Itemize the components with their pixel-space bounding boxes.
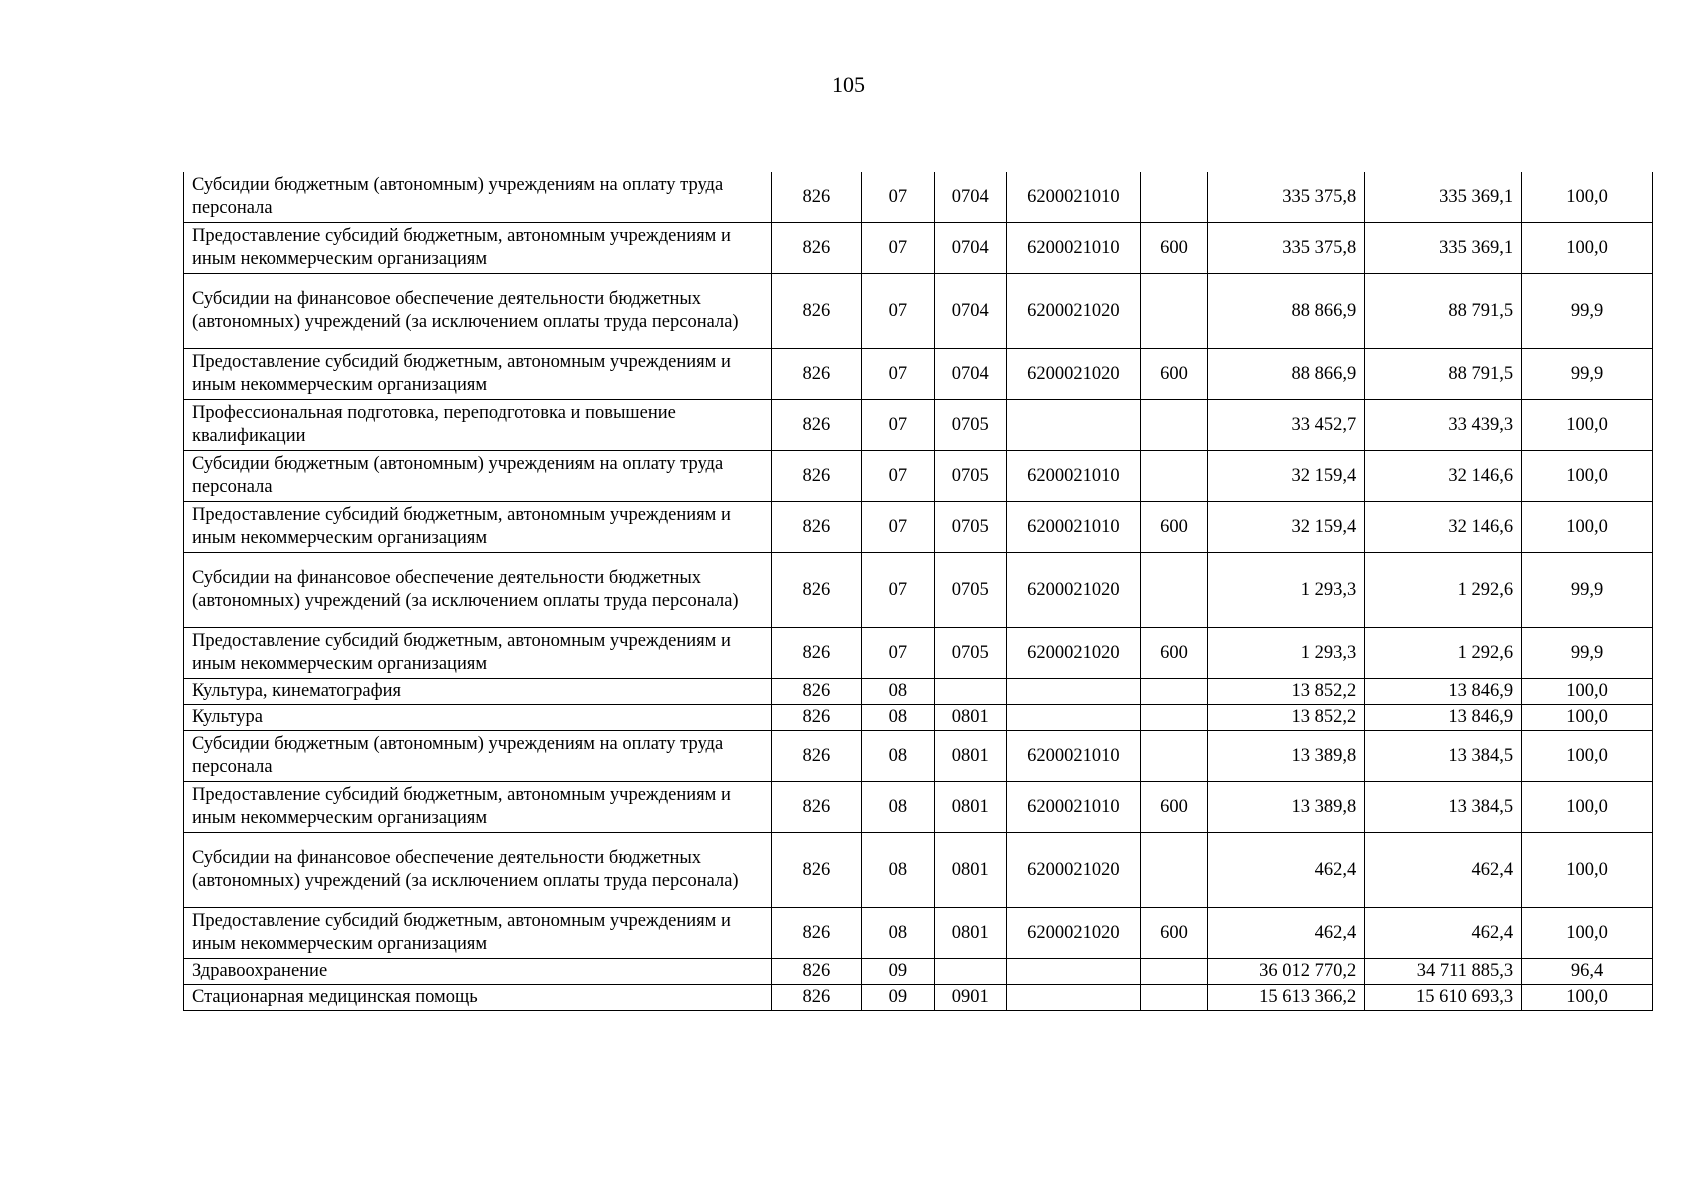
cell-target-article: 6200021010 <box>1007 451 1141 502</box>
cell-section: 07 <box>862 400 934 451</box>
cell-name: Субсидии на финансовое обеспечение деятельности бюджетных (автономных) учреждений (за исключением оплаты труда персонала) <box>184 833 772 908</box>
cell-section: 07 <box>862 553 934 628</box>
cell-percent: 100,0 <box>1522 502 1653 553</box>
table-row <box>184 731 1653 782</box>
cell-name: Субсидии бюджетным (автономным) учреждениям на оплату труда персонала <box>184 172 772 223</box>
cell-planned: 335 375,8 <box>1208 223 1365 274</box>
cell-ministry-code: 826 <box>771 400 862 451</box>
cell-subsection: 0705 <box>934 451 1006 502</box>
cell-target-article: 6200021020 <box>1007 274 1141 349</box>
cell-actual: 88 791,5 <box>1365 349 1522 400</box>
cell-percent: 100,0 <box>1522 679 1653 705</box>
cell-actual: 462,4 <box>1365 833 1522 908</box>
cell-actual: 1 292,6 <box>1365 553 1522 628</box>
cell-expense-type: 600 <box>1140 349 1207 400</box>
cell-planned: 36 012 770,2 <box>1208 959 1365 985</box>
cell-planned: 13 852,2 <box>1208 705 1365 731</box>
cell-subsection: 0901 <box>934 985 1006 1011</box>
cell-target-article <box>1007 985 1141 1011</box>
cell-name: Субсидии на финансовое обеспечение деятельности бюджетных (автономных) учреждений (за исключением оплаты труда персонала) <box>184 274 772 349</box>
cell-name: Предоставление субсидий бюджетным, автономным учреждениям и иным некоммерческим организациям <box>184 782 772 833</box>
cell-planned: 1 293,3 <box>1208 553 1365 628</box>
cell-planned: 1 293,3 <box>1208 628 1365 679</box>
cell-subsection: 0705 <box>934 553 1006 628</box>
cell-planned: 32 159,4 <box>1208 502 1365 553</box>
cell-target-article: 6200021020 <box>1007 553 1141 628</box>
table-row <box>184 959 1653 985</box>
cell-planned: 13 852,2 <box>1208 679 1365 705</box>
cell-expense-type <box>1140 731 1207 782</box>
table-row <box>184 451 1653 502</box>
cell-section: 07 <box>862 451 934 502</box>
cell-subsection: 0704 <box>934 349 1006 400</box>
cell-planned: 13 389,8 <box>1208 782 1365 833</box>
cell-percent: 99,9 <box>1522 274 1653 349</box>
cell-section: 09 <box>862 985 934 1011</box>
cell-ministry-code: 826 <box>771 782 862 833</box>
cell-actual: 462,4 <box>1365 908 1522 959</box>
cell-target-article <box>1007 959 1141 985</box>
cell-ministry-code: 826 <box>771 908 862 959</box>
cell-planned: 88 866,9 <box>1208 349 1365 400</box>
cell-percent: 100,0 <box>1522 451 1653 502</box>
table-row <box>184 502 1653 553</box>
cell-ministry-code: 826 <box>771 553 862 628</box>
cell-section: 07 <box>862 274 934 349</box>
cell-expense-type: 600 <box>1140 223 1207 274</box>
cell-section: 08 <box>862 731 934 782</box>
cell-percent: 99,9 <box>1522 628 1653 679</box>
cell-name: Субсидии бюджетным (автономным) учреждениям на оплату труда персонала <box>184 451 772 502</box>
cell-expense-type <box>1140 679 1207 705</box>
cell-expense-type: 600 <box>1140 782 1207 833</box>
table-row <box>184 705 1653 731</box>
table-row <box>184 628 1653 679</box>
cell-ministry-code: 826 <box>771 349 862 400</box>
table-row <box>184 679 1653 705</box>
cell-name: Предоставление субсидий бюджетным, автономным учреждениям и иным некоммерческим организациям <box>184 223 772 274</box>
cell-subsection: 0704 <box>934 172 1006 223</box>
cell-name: Предоставление субсидий бюджетным, автономным учреждениям и иным некоммерческим организациям <box>184 349 772 400</box>
cell-target-article: 6200021020 <box>1007 908 1141 959</box>
table-row <box>184 172 1653 223</box>
cell-actual: 15 610 693,3 <box>1365 985 1522 1011</box>
cell-planned: 462,4 <box>1208 908 1365 959</box>
cell-subsection: 0801 <box>934 833 1006 908</box>
cell-planned: 335 375,8 <box>1208 172 1365 223</box>
cell-percent: 100,0 <box>1522 223 1653 274</box>
cell-section: 07 <box>862 223 934 274</box>
cell-expense-type <box>1140 705 1207 731</box>
cell-ministry-code: 826 <box>771 451 862 502</box>
cell-section: 07 <box>862 172 934 223</box>
cell-actual: 13 846,9 <box>1365 679 1522 705</box>
cell-percent: 100,0 <box>1522 731 1653 782</box>
cell-expense-type: 600 <box>1140 908 1207 959</box>
cell-percent: 100,0 <box>1522 908 1653 959</box>
cell-name: Предоставление субсидий бюджетным, автономным учреждениям и иным некоммерческим организациям <box>184 502 772 553</box>
cell-expense-type: 600 <box>1140 502 1207 553</box>
cell-name: Профессиональная подготовка, переподготовка и повышение квалификации <box>184 400 772 451</box>
cell-percent: 100,0 <box>1522 705 1653 731</box>
table-row <box>184 833 1653 908</box>
cell-actual: 32 146,6 <box>1365 502 1522 553</box>
cell-section: 07 <box>862 502 934 553</box>
cell-ministry-code: 826 <box>771 274 862 349</box>
cell-actual: 1 292,6 <box>1365 628 1522 679</box>
cell-expense-type <box>1140 274 1207 349</box>
table-row <box>184 908 1653 959</box>
cell-target-article: 6200021020 <box>1007 628 1141 679</box>
cell-target-article: 6200021020 <box>1007 833 1141 908</box>
cell-ministry-code: 826 <box>771 172 862 223</box>
cell-name: Субсидии бюджетным (автономным) учреждениям на оплату труда персонала <box>184 731 772 782</box>
cell-name: Стационарная медицинская помощь <box>184 985 772 1011</box>
cell-expense-type <box>1140 400 1207 451</box>
cell-section: 08 <box>862 908 934 959</box>
cell-subsection: 0801 <box>934 705 1006 731</box>
cell-target-article: 6200021010 <box>1007 502 1141 553</box>
cell-ministry-code: 826 <box>771 679 862 705</box>
table-row <box>184 349 1653 400</box>
cell-actual: 13 384,5 <box>1365 731 1522 782</box>
cell-percent: 100,0 <box>1522 833 1653 908</box>
cell-name: Здравоохранение <box>184 959 772 985</box>
cell-ministry-code: 826 <box>771 731 862 782</box>
cell-expense-type <box>1140 985 1207 1011</box>
cell-planned: 13 389,8 <box>1208 731 1365 782</box>
cell-name: Культура <box>184 705 772 731</box>
cell-actual: 13 384,5 <box>1365 782 1522 833</box>
cell-subsection: 0705 <box>934 628 1006 679</box>
table-row <box>184 553 1653 628</box>
cell-actual: 13 846,9 <box>1365 705 1522 731</box>
cell-target-article: 6200021010 <box>1007 172 1141 223</box>
cell-section: 09 <box>862 959 934 985</box>
cell-subsection <box>934 959 1006 985</box>
cell-section: 07 <box>862 349 934 400</box>
table-row <box>184 274 1653 349</box>
cell-percent: 100,0 <box>1522 985 1653 1011</box>
cell-percent: 99,9 <box>1522 553 1653 628</box>
cell-target-article: 6200021010 <box>1007 782 1141 833</box>
cell-actual: 32 146,6 <box>1365 451 1522 502</box>
cell-section: 08 <box>862 782 934 833</box>
cell-name: Культура, кинематография <box>184 679 772 705</box>
page-number: 105 <box>832 72 865 97</box>
cell-subsection: 0704 <box>934 223 1006 274</box>
cell-name: Предоставление субсидий бюджетным, автономным учреждениям и иным некоммерческим организациям <box>184 908 772 959</box>
cell-subsection: 0801 <box>934 731 1006 782</box>
cell-actual: 335 369,1 <box>1365 223 1522 274</box>
cell-name: Субсидии на финансовое обеспечение деятельности бюджетных (автономных) учреждений (за исключением оплаты труда персонала) <box>184 553 772 628</box>
cell-target-article <box>1007 679 1141 705</box>
cell-actual: 88 791,5 <box>1365 274 1522 349</box>
cell-percent: 96,4 <box>1522 959 1653 985</box>
budget-table <box>183 172 1653 1011</box>
cell-target-article <box>1007 400 1141 451</box>
cell-planned: 15 613 366,2 <box>1208 985 1365 1011</box>
cell-actual: 33 439,3 <box>1365 400 1522 451</box>
cell-subsection: 0801 <box>934 908 1006 959</box>
table-row <box>184 782 1653 833</box>
cell-subsection: 0801 <box>934 782 1006 833</box>
cell-subsection: 0704 <box>934 274 1006 349</box>
cell-subsection: 0705 <box>934 502 1006 553</box>
cell-subsection <box>934 679 1006 705</box>
cell-expense-type <box>1140 451 1207 502</box>
cell-actual: 335 369,1 <box>1365 172 1522 223</box>
cell-name: Предоставление субсидий бюджетным, автономным учреждениям и иным некоммерческим организациям <box>184 628 772 679</box>
cell-percent: 100,0 <box>1522 172 1653 223</box>
cell-ministry-code: 826 <box>771 502 862 553</box>
cell-percent: 100,0 <box>1522 782 1653 833</box>
cell-percent: 99,9 <box>1522 349 1653 400</box>
cell-ministry-code: 826 <box>771 959 862 985</box>
cell-ministry-code: 826 <box>771 628 862 679</box>
cell-planned: 33 452,7 <box>1208 400 1365 451</box>
cell-section: 07 <box>862 628 934 679</box>
cell-target-article: 6200021010 <box>1007 223 1141 274</box>
cell-ministry-code: 826 <box>771 223 862 274</box>
cell-target-article <box>1007 705 1141 731</box>
cell-expense-type <box>1140 833 1207 908</box>
table-row <box>184 223 1653 274</box>
cell-planned: 88 866,9 <box>1208 274 1365 349</box>
cell-ministry-code: 826 <box>771 985 862 1011</box>
cell-actual: 34 711 885,3 <box>1365 959 1522 985</box>
cell-ministry-code: 826 <box>771 833 862 908</box>
cell-expense-type <box>1140 553 1207 628</box>
cell-expense-type: 600 <box>1140 628 1207 679</box>
cell-target-article: 6200021010 <box>1007 731 1141 782</box>
cell-percent: 100,0 <box>1522 400 1653 451</box>
table-row <box>184 400 1653 451</box>
cell-target-article: 6200021020 <box>1007 349 1141 400</box>
cell-section: 08 <box>862 679 934 705</box>
cell-subsection: 0705 <box>934 400 1006 451</box>
cell-expense-type <box>1140 172 1207 223</box>
table-row <box>184 985 1653 1011</box>
cell-planned: 32 159,4 <box>1208 451 1365 502</box>
cell-section: 08 <box>862 833 934 908</box>
cell-section: 08 <box>862 705 934 731</box>
cell-expense-type <box>1140 959 1207 985</box>
cell-planned: 462,4 <box>1208 833 1365 908</box>
cell-ministry-code: 826 <box>771 705 862 731</box>
